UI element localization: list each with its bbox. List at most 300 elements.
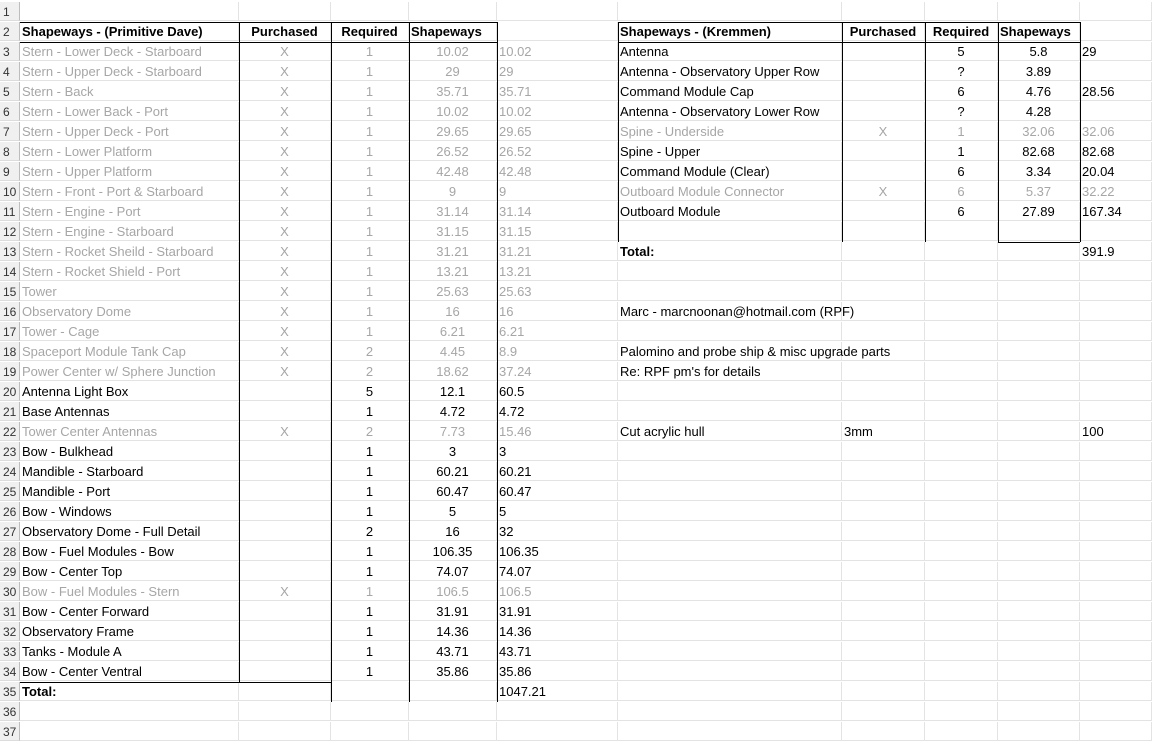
cell-g[interactable]: [842, 562, 925, 581]
cell-i[interactable]: [998, 462, 1080, 481]
cell-e[interactable]: 3: [497, 442, 618, 461]
cell-c[interactable]: [331, 722, 409, 741]
cell-a[interactable]: [20, 702, 239, 721]
cell-g[interactable]: X: [842, 122, 925, 141]
cell-d[interactable]: 3: [409, 442, 497, 461]
cell-b[interactable]: X: [239, 62, 331, 81]
cell-d[interactable]: 60.21: [409, 462, 497, 481]
cell-a[interactable]: Stern - Back: [20, 82, 239, 101]
cell-b[interactable]: X: [239, 342, 331, 361]
cell-g[interactable]: [842, 62, 925, 81]
cell-b[interactable]: [239, 622, 331, 641]
cell-g[interactable]: [842, 602, 925, 621]
cell-j[interactable]: [1080, 22, 1152, 41]
cell-f[interactable]: Marc - marcnoonan@hotmail.com (RPF): [620, 304, 855, 319]
cell-d[interactable]: 9: [409, 182, 497, 201]
cell-b[interactable]: Purchased: [239, 22, 331, 41]
cell-b[interactable]: X: [239, 182, 331, 201]
cell-a[interactable]: Stern - Front - Port & Starboard: [20, 182, 239, 201]
row-number[interactable]: 11: [0, 202, 20, 221]
cell-g[interactable]: X: [842, 182, 925, 201]
cell-h[interactable]: [925, 262, 998, 281]
cell-j[interactable]: [1080, 442, 1152, 461]
cell-d[interactable]: 31.14: [409, 202, 497, 221]
cell-h[interactable]: [925, 602, 998, 621]
cell-d[interactable]: 4.72: [409, 402, 497, 421]
cell-a[interactable]: Bow - Bulkhead: [20, 442, 239, 461]
cell-f[interactable]: [618, 282, 842, 301]
cell-h[interactable]: [925, 622, 998, 641]
cell-e[interactable]: 15.46: [497, 422, 618, 441]
cell-c[interactable]: 1: [331, 602, 409, 621]
row-number[interactable]: 17: [0, 322, 20, 341]
cell-i[interactable]: [998, 382, 1080, 401]
cell-i[interactable]: 32.06: [998, 122, 1080, 141]
cell-b[interactable]: [239, 502, 331, 521]
cell-b[interactable]: [239, 442, 331, 461]
row-number[interactable]: 1: [0, 2, 20, 21]
cell-c[interactable]: 1: [331, 642, 409, 661]
cell-a[interactable]: Stern - Upper Deck - Port: [20, 122, 239, 141]
cell-i[interactable]: [998, 362, 1080, 381]
cell-d[interactable]: 106.5: [409, 582, 497, 601]
row-number[interactable]: 16: [0, 302, 20, 321]
cell-a[interactable]: Total:: [20, 682, 239, 701]
cell-h[interactable]: 6: [925, 82, 998, 101]
cell-e[interactable]: 35.86: [497, 662, 618, 681]
cell-f[interactable]: Palomino and probe ship & misc upgrade parts: [620, 344, 891, 359]
cell-f[interactable]: [618, 642, 842, 661]
cell-j[interactable]: 29: [1080, 42, 1152, 61]
cell-b[interactable]: X: [239, 282, 331, 301]
cell-d[interactable]: [409, 682, 497, 701]
row-number[interactable]: 2: [0, 22, 20, 41]
cell-h[interactable]: [925, 642, 998, 661]
cell-b[interactable]: X: [239, 222, 331, 241]
cell-i[interactable]: [998, 302, 1080, 321]
cell-i[interactable]: [998, 682, 1080, 701]
cell-j[interactable]: [1080, 722, 1152, 741]
cell-g[interactable]: [842, 322, 925, 341]
cell-h[interactable]: 1: [925, 122, 998, 141]
cell-j[interactable]: [1080, 402, 1152, 421]
row-number[interactable]: 9: [0, 162, 20, 181]
cell-g[interactable]: [842, 282, 925, 301]
cell-b[interactable]: X: [239, 102, 331, 121]
cell-i[interactable]: [998, 622, 1080, 641]
cell-i[interactable]: 4.28: [998, 102, 1080, 121]
cell-i[interactable]: 82.68: [998, 142, 1080, 161]
cell-i[interactable]: [998, 402, 1080, 421]
cell-b[interactable]: [239, 642, 331, 661]
cell-d[interactable]: [409, 722, 497, 741]
cell-d[interactable]: 35.71: [409, 82, 497, 101]
cell-h[interactable]: [925, 482, 998, 501]
cell-j[interactable]: [1080, 582, 1152, 601]
cell-i[interactable]: [998, 642, 1080, 661]
row-number[interactable]: 6: [0, 102, 20, 121]
cell-i[interactable]: 5.8: [998, 42, 1080, 61]
cell-i[interactable]: Shapeways: [998, 22, 1080, 41]
cell-d[interactable]: 60.47: [409, 482, 497, 501]
cell-a[interactable]: Bow - Fuel Modules - Bow: [20, 542, 239, 561]
cell-c[interactable]: 1: [331, 442, 409, 461]
cell-h[interactable]: [925, 542, 998, 561]
row-number[interactable]: 24: [0, 462, 20, 481]
cell-b[interactable]: [239, 2, 331, 21]
cell-g[interactable]: [842, 642, 925, 661]
cell-c[interactable]: [331, 702, 409, 721]
cell-g[interactable]: [842, 2, 925, 21]
cell-c[interactable]: 2: [331, 522, 409, 541]
cell-g[interactable]: [842, 582, 925, 601]
cell-e[interactable]: 37.24: [497, 362, 618, 381]
cell-h[interactable]: [925, 302, 998, 321]
cell-c[interactable]: 1: [331, 202, 409, 221]
cell-e[interactable]: 16: [497, 302, 618, 321]
cell-d[interactable]: 26.52: [409, 142, 497, 161]
cell-h[interactable]: Required: [925, 22, 998, 41]
cell-f[interactable]: Outboard Module: [618, 202, 842, 221]
cell-j[interactable]: [1080, 602, 1152, 621]
cell-e[interactable]: 43.71: [497, 642, 618, 661]
cell-f[interactable]: Re: RPF pm's for details: [618, 362, 842, 381]
cell-a[interactable]: Stern - Upper Platform: [20, 162, 239, 181]
cell-g[interactable]: [842, 222, 925, 241]
cell-g[interactable]: [842, 82, 925, 101]
cell-j[interactable]: [1080, 282, 1152, 301]
cell-h[interactable]: [925, 382, 998, 401]
cell-f[interactable]: [618, 602, 842, 621]
cell-i[interactable]: [998, 722, 1080, 741]
row-number[interactable]: 5: [0, 82, 20, 101]
cell-e[interactable]: 35.71: [497, 82, 618, 101]
cell-c[interactable]: 1: [331, 162, 409, 181]
cell-d[interactable]: 7.73: [409, 422, 497, 441]
cell-h[interactable]: 6: [925, 182, 998, 201]
cell-f[interactable]: [618, 322, 842, 341]
cell-g[interactable]: [842, 402, 925, 421]
cell-a[interactable]: Stern - Engine - Port: [20, 202, 239, 221]
cell-j[interactable]: [1080, 222, 1152, 241]
cell-h[interactable]: [925, 402, 998, 421]
cell-g[interactable]: [842, 442, 925, 461]
cell-c[interactable]: 1: [331, 222, 409, 241]
row-number[interactable]: 13: [0, 242, 20, 261]
cell-a[interactable]: Observatory Dome: [20, 302, 239, 321]
cell-i[interactable]: [998, 242, 1080, 261]
cell-c[interactable]: 1: [331, 82, 409, 101]
cell-g[interactable]: [842, 342, 925, 361]
cell-i[interactable]: [998, 602, 1080, 621]
cell-c[interactable]: [331, 682, 409, 701]
cell-b[interactable]: X: [239, 302, 331, 321]
cell-i[interactable]: 5.37: [998, 182, 1080, 201]
cell-f[interactable]: [618, 662, 842, 681]
cell-e[interactable]: 4.72: [497, 402, 618, 421]
row-number[interactable]: 35: [0, 682, 20, 701]
row-number[interactable]: 27: [0, 522, 20, 541]
cell-c[interactable]: 1: [331, 242, 409, 261]
cell-e[interactable]: 26.52: [497, 142, 618, 161]
cell-j[interactable]: 167.34: [1080, 202, 1152, 221]
cell-g[interactable]: [842, 662, 925, 681]
cell-f[interactable]: Antenna - Observatory Upper Row: [618, 62, 842, 81]
row-number[interactable]: 15: [0, 282, 20, 301]
cell-b[interactable]: [239, 462, 331, 481]
cell-a[interactable]: Antenna Light Box: [20, 382, 239, 401]
cell-h[interactable]: 5: [925, 42, 998, 61]
cell-b[interactable]: X: [239, 202, 331, 221]
cell-f[interactable]: Command Module Cap: [618, 82, 842, 101]
cell-a[interactable]: Tower Center Antennas: [20, 422, 239, 441]
cell-c[interactable]: 1: [331, 42, 409, 61]
cell-e[interactable]: [497, 702, 618, 721]
cell-b[interactable]: X: [239, 142, 331, 161]
cell-h[interactable]: [925, 562, 998, 581]
row-number[interactable]: 7: [0, 122, 20, 141]
cell-f[interactable]: Outboard Module Connector: [618, 182, 842, 201]
cell-h[interactable]: [925, 442, 998, 461]
row-number[interactable]: 26: [0, 502, 20, 521]
cell-g[interactable]: [842, 722, 925, 741]
cell-d[interactable]: 18.62: [409, 362, 497, 381]
cell-f[interactable]: [618, 482, 842, 501]
cell-i[interactable]: [998, 342, 1080, 361]
cell-c[interactable]: 2: [331, 362, 409, 381]
cell-d[interactable]: 12.1: [409, 382, 497, 401]
cell-j[interactable]: 391.9: [1080, 242, 1152, 261]
cell-a[interactable]: Bow - Fuel Modules - Stern: [20, 582, 239, 601]
cell-g[interactable]: [842, 302, 925, 321]
cell-f[interactable]: [618, 382, 842, 401]
cell-c[interactable]: 1: [331, 462, 409, 481]
cell-f[interactable]: [618, 2, 842, 21]
cell-h[interactable]: [925, 462, 998, 481]
cell-e[interactable]: 74.07: [497, 562, 618, 581]
row-number[interactable]: 22: [0, 422, 20, 441]
cell-f[interactable]: [618, 722, 842, 741]
cell-b[interactable]: X: [239, 582, 331, 601]
cell-b[interactable]: [239, 562, 331, 581]
cell-c[interactable]: 1: [331, 662, 409, 681]
cell-c[interactable]: 1: [331, 582, 409, 601]
cell-i[interactable]: [998, 442, 1080, 461]
cell-d[interactable]: 31.21: [409, 242, 497, 261]
cell-j[interactable]: [1080, 462, 1152, 481]
cell-f[interactable]: Spine - Underside: [618, 122, 842, 141]
cell-a[interactable]: Stern - Lower Deck - Starboard: [20, 42, 239, 61]
cell-i[interactable]: [998, 422, 1080, 441]
cell-j[interactable]: [1080, 102, 1152, 121]
cell-h[interactable]: [925, 662, 998, 681]
cell-a[interactable]: Stern - Upper Deck - Starboard: [20, 62, 239, 81]
cell-f[interactable]: [618, 262, 842, 281]
cell-c[interactable]: 1: [331, 282, 409, 301]
cell-f[interactable]: [618, 442, 842, 461]
cell-d[interactable]: 74.07: [409, 562, 497, 581]
cell-f[interactable]: [618, 462, 842, 481]
cell-h[interactable]: [925, 242, 998, 261]
cell-g[interactable]: [842, 502, 925, 521]
cell-c[interactable]: 1: [331, 62, 409, 81]
cell-d[interactable]: 31.91: [409, 602, 497, 621]
cell-j[interactable]: [1080, 382, 1152, 401]
cell-h[interactable]: [925, 322, 998, 341]
cell-f[interactable]: [618, 522, 842, 541]
cell-c[interactable]: 1: [331, 622, 409, 641]
cell-c[interactable]: 1: [331, 482, 409, 501]
cell-b[interactable]: [239, 542, 331, 561]
cell-h[interactable]: ?: [925, 102, 998, 121]
cell-b[interactable]: [239, 402, 331, 421]
cell-f[interactable]: [618, 702, 842, 721]
row-number[interactable]: 33: [0, 642, 20, 661]
cell-d[interactable]: 13.21: [409, 262, 497, 281]
cell-j[interactable]: [1080, 482, 1152, 501]
cell-g[interactable]: [842, 622, 925, 641]
cell-j[interactable]: [1080, 522, 1152, 541]
cell-a[interactable]: Tower: [20, 282, 239, 301]
cell-g[interactable]: [842, 542, 925, 561]
cell-c[interactable]: 2: [331, 422, 409, 441]
cell-f[interactable]: [618, 402, 842, 421]
cell-c[interactable]: 1: [331, 182, 409, 201]
cell-g[interactable]: [842, 462, 925, 481]
cell-h[interactable]: ?: [925, 62, 998, 81]
cell-g[interactable]: [842, 242, 925, 261]
cell-d[interactable]: 42.48: [409, 162, 497, 181]
row-number[interactable]: 14: [0, 262, 20, 281]
cell-h[interactable]: [925, 722, 998, 741]
cell-d[interactable]: 4.45: [409, 342, 497, 361]
cell-h[interactable]: [925, 2, 998, 21]
cell-e[interactable]: 106.5: [497, 582, 618, 601]
cell-j[interactable]: 32.06: [1080, 122, 1152, 141]
cell-b[interactable]: [239, 702, 331, 721]
cell-g[interactable]: [842, 142, 925, 161]
cell-c[interactable]: 1: [331, 142, 409, 161]
cell-e[interactable]: 8.9: [497, 342, 618, 361]
cell-f[interactable]: [618, 622, 842, 641]
cell-d[interactable]: 29.65: [409, 122, 497, 141]
cell-h[interactable]: [925, 582, 998, 601]
row-number[interactable]: 28: [0, 542, 20, 561]
cell-e[interactable]: 10.02: [497, 42, 618, 61]
cell-e[interactable]: 60.21: [497, 462, 618, 481]
cell-e[interactable]: 60.47: [497, 482, 618, 501]
row-number[interactable]: 18: [0, 342, 20, 361]
cell-d[interactable]: 25.63: [409, 282, 497, 301]
cell-b[interactable]: [239, 382, 331, 401]
cell-g[interactable]: [842, 42, 925, 61]
cell-j[interactable]: 28.56: [1080, 82, 1152, 101]
cell-e[interactable]: 5: [497, 502, 618, 521]
cell-b[interactable]: [239, 522, 331, 541]
cell-g[interactable]: [842, 522, 925, 541]
cell-c[interactable]: 1: [331, 122, 409, 141]
cell-j[interactable]: [1080, 62, 1152, 81]
cell-a[interactable]: Mandible - Starboard: [20, 462, 239, 481]
cell-c[interactable]: 1: [331, 562, 409, 581]
cell-f[interactable]: [618, 562, 842, 581]
cell-a[interactable]: Spaceport Module Tank Cap: [20, 342, 239, 361]
row-number[interactable]: 8: [0, 142, 20, 161]
cell-j[interactable]: [1080, 682, 1152, 701]
row-number[interactable]: 30: [0, 582, 20, 601]
row-number[interactable]: 10: [0, 182, 20, 201]
cell-h[interactable]: 1: [925, 142, 998, 161]
cell-c[interactable]: 5: [331, 382, 409, 401]
cell-e[interactable]: 60.5: [497, 382, 618, 401]
cell-i[interactable]: [998, 582, 1080, 601]
cell-d[interactable]: [409, 702, 497, 721]
cell-a[interactable]: Observatory Frame: [20, 622, 239, 641]
cell-c[interactable]: [331, 2, 409, 21]
cell-a[interactable]: Base Antennas: [20, 402, 239, 421]
cell-h[interactable]: [925, 422, 998, 441]
cell-a[interactable]: Stern - Rocket Sheild - Starboard: [20, 242, 239, 261]
cell-e[interactable]: 13.21: [497, 262, 618, 281]
cell-f[interactable]: Antenna: [618, 42, 842, 61]
cell-a[interactable]: Bow - Center Forward: [20, 602, 239, 621]
cell-h[interactable]: 6: [925, 162, 998, 181]
cell-f[interactable]: Spine - Upper: [618, 142, 842, 161]
cell-f[interactable]: [618, 542, 842, 561]
cell-a[interactable]: Bow - Center Top: [20, 562, 239, 581]
cell-c[interactable]: 1: [331, 542, 409, 561]
cell-e[interactable]: 31.15: [497, 222, 618, 241]
cell-j[interactable]: [1080, 702, 1152, 721]
cell-j[interactable]: [1080, 262, 1152, 281]
cell-e[interactable]: 106.35: [497, 542, 618, 561]
cell-g[interactable]: [842, 102, 925, 121]
cell-b[interactable]: X: [239, 262, 331, 281]
cell-f[interactable]: Shapeways - (Kremmen): [618, 22, 842, 41]
row-number[interactable]: 34: [0, 662, 20, 681]
cell-d[interactable]: 29: [409, 62, 497, 81]
cell-b[interactable]: X: [239, 122, 331, 141]
cell-j[interactable]: [1080, 642, 1152, 661]
cell-j[interactable]: [1080, 542, 1152, 561]
cell-i[interactable]: [998, 522, 1080, 541]
cell-b[interactable]: [239, 602, 331, 621]
cell-i[interactable]: [998, 222, 1080, 241]
cell-i[interactable]: 27.89: [998, 202, 1080, 221]
cell-f[interactable]: [618, 502, 842, 521]
cell-d[interactable]: 10.02: [409, 42, 497, 61]
row-number[interactable]: 12: [0, 222, 20, 241]
cell-g[interactable]: Purchased: [842, 22, 925, 41]
cell-g[interactable]: [842, 382, 925, 401]
cell-g[interactable]: [842, 682, 925, 701]
cell-h[interactable]: [925, 342, 998, 361]
cell-i[interactable]: 4.76: [998, 82, 1080, 101]
cell-b[interactable]: X: [239, 42, 331, 61]
row-number[interactable]: 31: [0, 602, 20, 621]
cell-d[interactable]: [409, 2, 497, 21]
cell-j[interactable]: [1080, 342, 1152, 361]
cell-f[interactable]: Cut acrylic hull: [618, 422, 842, 441]
cell-d[interactable]: 106.35: [409, 542, 497, 561]
cell-a[interactable]: Stern - Lower Back - Port: [20, 102, 239, 121]
cell-j[interactable]: [1080, 322, 1152, 341]
cell-b[interactable]: [239, 482, 331, 501]
cell-b[interactable]: X: [239, 162, 331, 181]
cell-i[interactable]: [998, 542, 1080, 561]
cell-a[interactable]: [20, 2, 239, 21]
cell-b[interactable]: [239, 662, 331, 681]
